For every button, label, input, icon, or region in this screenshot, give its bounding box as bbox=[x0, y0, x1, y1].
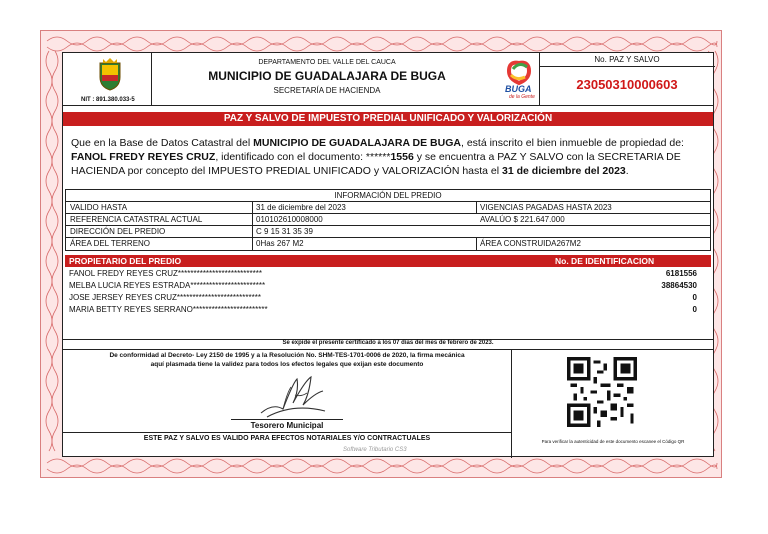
buga-logo-subtext: de la Gente bbox=[509, 94, 535, 100]
department-name: DEPARTAMENTO DEL VALLE DEL CAUCA bbox=[258, 59, 396, 66]
owner-id: 6181556 bbox=[665, 269, 697, 278]
signer-title: Tesorero Municipal bbox=[250, 421, 324, 430]
qr-note: Para verificar la autenticidad de este documento escanee el Código QR bbox=[541, 439, 685, 444]
predio-value: 0Has 267 M2 bbox=[256, 239, 304, 248]
paz-number: 23050310000603 bbox=[576, 77, 678, 92]
certificate-title: PAZ Y SALVO DE IMPUESTO PREDIAL UNIFICADO Y VALORIZACIÓN bbox=[63, 112, 713, 126]
predio-value: C 9 15 31 35 39 bbox=[256, 227, 313, 236]
certificate-body bbox=[62, 52, 714, 457]
predio-value: 31 de diciembre del 2023 bbox=[256, 203, 346, 212]
decree-text-2: aquí plasmada tiene la validez para todos los efectos legales que exijan este documento bbox=[150, 361, 424, 368]
predio-section-title: INFORMACIÓN DEL PREDIO bbox=[334, 191, 442, 200]
owner-name: JOSE JERSEY REYES CRUZ*************************** bbox=[69, 293, 261, 302]
municipality-name: MUNICIPIO DE GUADALAJARA DE BUGA bbox=[208, 69, 446, 83]
owners-header bbox=[65, 255, 711, 267]
owner-id: 0 bbox=[692, 293, 697, 302]
owner-name: FANOL FREDY REYES CRUZ*************************** bbox=[69, 269, 262, 278]
signature-image bbox=[253, 373, 333, 421]
decree-text-1: De conformidad al Decreto- Ley 2150 de 1995 y a la Resolución No. SHM-TES-1701-0006 de 2020, la firma mecánica bbox=[109, 352, 465, 359]
predio-label: ÁREA DEL TERRENO bbox=[70, 239, 151, 248]
predio-info-table bbox=[65, 189, 711, 251]
buga-logo bbox=[503, 57, 535, 101]
municipal-shield-icon bbox=[97, 57, 123, 91]
owners-header-left: PROPIETARIO DEL PREDIO bbox=[69, 256, 182, 266]
qr-code-icon bbox=[567, 357, 637, 427]
owner-name: MARIA BETTY REYES SERRANO************************ bbox=[69, 305, 268, 314]
predio-value: 010102610008000 bbox=[256, 215, 323, 224]
predio-label: REFERENCIA CATASTRAL ACTUAL bbox=[70, 215, 203, 224]
predio-extra: ÁREA CONSTRUIDA267M2 bbox=[480, 239, 581, 248]
owners-header-right: No. DE IDENTIFICACION bbox=[555, 256, 655, 266]
owner-id: 0 bbox=[692, 305, 697, 314]
buga-logo-text: BUGA bbox=[505, 84, 532, 94]
secretariat-name: SECRETARÍA DE HACIENDA bbox=[273, 86, 381, 95]
validity-statement: ESTE PAZ Y SALVO ES VALIDO PARA EFECTOS NOTARIALES Y/O CONTRACTUALES bbox=[143, 435, 431, 442]
owner-id: 38864530 bbox=[661, 281, 697, 290]
nit-number: NIT : 891.380.033-5 bbox=[81, 97, 135, 103]
predio-label: VALIDO HASTA bbox=[70, 203, 128, 212]
statement-line-2: FANOL FREDY REYES CRUZ, identificado con el documento: ******1556 y se encuentra a PAZ Y SALVO con la SECRETARIA DE bbox=[71, 151, 681, 163]
statement-line-1: Que en la Base de Datos Catastral del MUNICIPIO DE GUADALAJARA DE BUGA, está inscrito el bien inmueble de propiedad de: bbox=[71, 137, 684, 149]
software-watermark: Software Tributario CS3 bbox=[343, 447, 407, 453]
statement-line-3: HACIENDA por concepto del IMPUESTO PREDIAL UNIFICADO y VALORIZACIÓN hasta el 31 de diciembre del 2023. bbox=[71, 165, 629, 177]
owner-name: MELBA LUCIA REYES ESTRADA************************ bbox=[69, 281, 266, 290]
predio-label: DIRECCIÓN DEL PREDIO bbox=[70, 227, 166, 236]
paz-label: No. PAZ Y SALVO bbox=[594, 55, 660, 64]
expedition-date: Se expide el presente certificado a los 07 días del mes de febrero de 2023. bbox=[282, 340, 494, 346]
predio-extra: AVALÚO $ 221.647.000 bbox=[480, 215, 565, 224]
predio-extra: VIGENCIAS PAGADAS HASTA 2023 bbox=[480, 203, 612, 212]
